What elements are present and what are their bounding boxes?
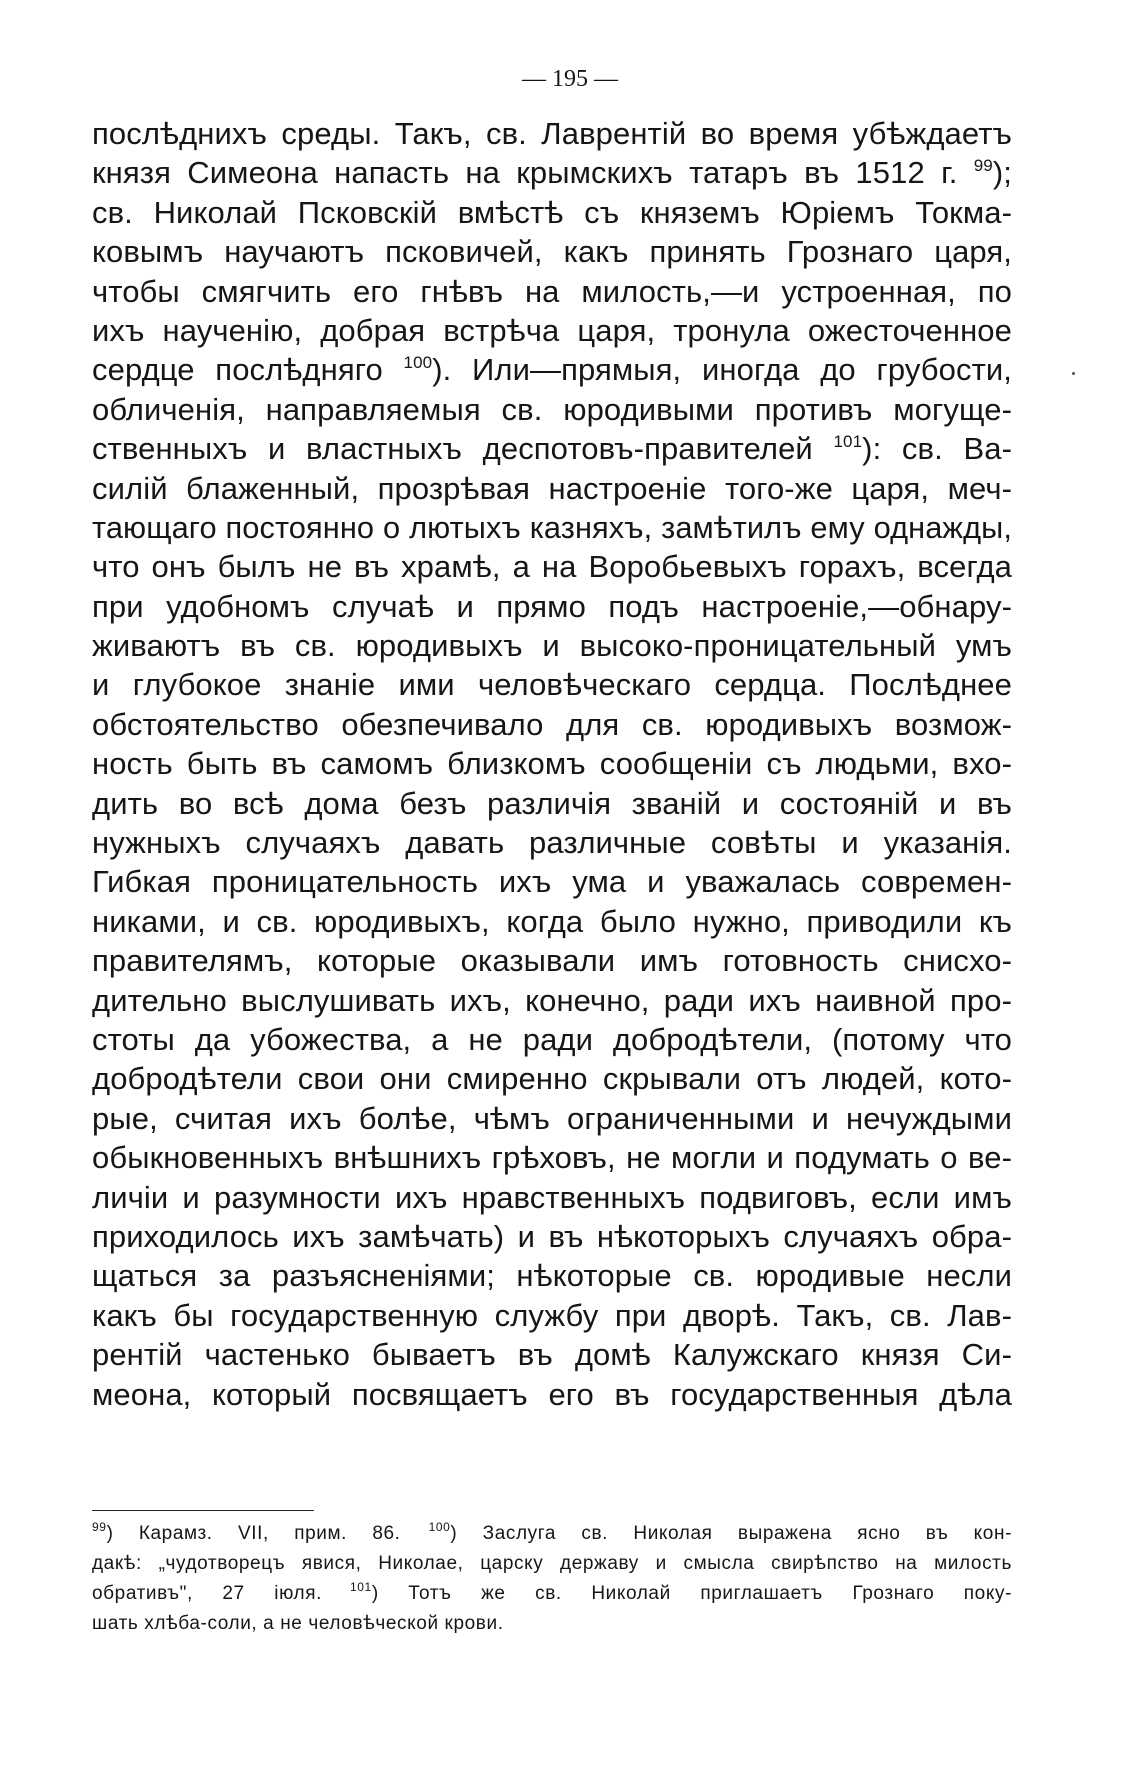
margin-speck	[1072, 372, 1075, 375]
footnote-text: ) Карамз. VII, прим. 86.	[106, 1523, 401, 1544]
text-line	[92, 705, 1012, 744]
text-line	[92, 429, 1012, 468]
footnote-text: ) Заслуга св. Николая выражена ясно въ кон-	[450, 1523, 1012, 1544]
text-line-content: рые, считая ихъ болѣе, чѣмъ ограниченными и нечуждыми	[92, 1100, 1012, 1136]
text-line	[92, 902, 1012, 941]
text-line-content: обличенія, направляемыя св. юродивыми противъ могуще-	[92, 391, 1012, 427]
footnote-text: дакѣ: „чудотворецъ явися, Николае, царску державу и смысла свирѣпство на милость	[92, 1553, 1012, 1574]
text-line-content: личіи и разумности ихъ нравственныхъ подвиговъ, если имъ	[92, 1179, 1012, 1215]
text-line	[92, 1020, 1012, 1059]
text-line	[92, 981, 1012, 1020]
footnote-text: ) Тотъ же св. Николай приглашаетъ Грознаго поку-	[371, 1583, 1012, 1604]
text-line	[92, 547, 1012, 586]
text-line-content: чтобы смягчить его гнѣвъ на милость,—и устроенная, по	[92, 273, 1012, 309]
text-line-content: приходилось ихъ замѣчать) и въ нѣкоторыхъ случаяхъ обра-	[92, 1218, 1012, 1254]
text-line	[92, 390, 1012, 429]
text-line-content: ковымъ научаютъ псковичей, какъ принять Грознаго царя,	[92, 234, 1012, 270]
text-line	[92, 1217, 1012, 1256]
text-line	[92, 1375, 1012, 1414]
text-line-content: что онъ былъ не въ храмѣ, а на Воробьевыхъ горахъ, всегда	[92, 549, 1012, 585]
text-line-content: добродѣтели свои они смиренно скрывали отъ людей, кото-	[92, 1061, 1012, 1097]
text-line-content: тающаго постоянно о лютыхъ казняхъ, замѣтилъ ему однажды,	[92, 509, 1012, 545]
text-line	[92, 272, 1012, 311]
text-line-content: никами, и св. юродивыхъ, когда было нужно, приводили къ	[92, 903, 1012, 939]
text-line	[92, 193, 1012, 232]
text-line	[92, 784, 1012, 823]
text-line	[92, 508, 1012, 547]
text-line	[92, 1335, 1012, 1374]
text-line-content: живаютъ въ св. юродивыхъ и высоко-проницательный умъ	[92, 628, 1012, 664]
text-line	[92, 665, 1012, 704]
text-line-content: ственныхъ и властныхъ деспотовъ-правителей	[92, 431, 813, 467]
text-line	[92, 1178, 1012, 1217]
footnote-line	[92, 1579, 1012, 1609]
footnote-line	[92, 1519, 1012, 1549]
text-line-continuation: ). Или—прямыя, иногда до грубости,	[432, 352, 1013, 388]
text-line-continuation: ): св. Ва-	[862, 431, 1012, 467]
text-line-content: правителямъ, которые оказывали имъ готовность снисхо-	[92, 943, 1012, 979]
text-line	[92, 744, 1012, 783]
text-line-content: обыкновенныхъ внѣшнихъ грѣховъ, не могли и подумать о ве-	[92, 1140, 1012, 1176]
main-text	[92, 114, 1012, 1414]
text-line	[92, 114, 1012, 153]
footnote-text: шать хлѣба-соли, а не человѣческой крови.	[92, 1613, 504, 1634]
text-line	[92, 862, 1012, 901]
footnote-number: 100	[428, 1520, 451, 1534]
text-line	[92, 1059, 1012, 1098]
footnote-rule	[92, 1510, 314, 1511]
text-line	[92, 941, 1012, 980]
text-line-content: послѣднихъ среды. Такъ, св. Лаврентій во время убѣждаетъ	[92, 116, 1012, 151]
text-line-content: щаться за разъясненіями; нѣкоторые св. юродивые несли	[92, 1258, 1012, 1294]
text-line-content: рентій частенько бываетъ въ домѣ Калужскаго князя Си-	[92, 1337, 1012, 1373]
text-line-content: стоты да убожества, а не ради добродѣтели, (потому что	[92, 1021, 1012, 1057]
footnote-number: 101	[349, 1580, 372, 1594]
text-line-content: силій блаженный, прозрѣвая настроеніе того-же царя, меч-	[92, 470, 1012, 506]
text-line	[92, 1099, 1012, 1138]
footnote-marker: 99	[973, 156, 993, 176]
text-line	[92, 1256, 1012, 1295]
text-line	[92, 469, 1012, 508]
text-line	[92, 626, 1012, 665]
text-line-content: обстоятельство обезпечивало для св. юродивыхъ возмож-	[92, 706, 1012, 742]
footnote-marker: 101	[833, 432, 863, 452]
text-line	[92, 1296, 1012, 1335]
text-line-continuation: );	[992, 155, 1012, 191]
text-line-content: князя Симеона напасть на крымскихъ татаръ въ 1512 г.	[92, 155, 958, 191]
footnotes	[92, 1519, 1012, 1639]
text-line-content: Гибкая проницательность ихъ ума и уважалась современ-	[92, 864, 1012, 900]
text-line-content: какъ бы государственную службу при дворѣ. Такъ, св. Лав-	[92, 1297, 1012, 1333]
footnote-number: 99	[92, 1520, 107, 1534]
page-number: — 195 —	[522, 66, 618, 92]
text-line-content: ность быть въ самомъ близкомъ сообщеніи съ людьми, вхо-	[92, 746, 1012, 782]
text-line-content: меона, который посвящаетъ его въ государственныя дѣла	[92, 1376, 1012, 1412]
text-line	[92, 1138, 1012, 1177]
text-line-content: сердце послѣдняго	[92, 352, 383, 388]
text-line	[92, 350, 1012, 389]
text-line-content: св. Николай Псковскій вмѣстѣ съ княземъ Юріемъ Токма-	[92, 194, 1012, 230]
footnote-line	[92, 1609, 1012, 1639]
text-line	[92, 232, 1012, 271]
footnote-marker: 100	[403, 353, 433, 373]
text-line-content: нужныхъ случаяхъ давать различные совѣты и указанія.	[92, 825, 1012, 861]
text-line-content: ихъ наученію, добрая встрѣча царя, тронула ожесточенное	[92, 312, 1012, 348]
text-line-content: дить во всѣ дома безъ различія званій и состояній и въ	[92, 785, 1012, 821]
text-line	[92, 153, 1012, 192]
footnote-line	[92, 1549, 1012, 1579]
text-line	[92, 587, 1012, 626]
text-line-content: и глубокое знаніе ими человѣческаго сердца. Послѣднее	[92, 667, 1012, 703]
text-line-content: при удобномъ случаѣ и прямо подъ настроеніе,—обнару-	[92, 588, 1012, 624]
text-line	[92, 823, 1012, 862]
footnote-text: обративъ", 27 іюля.	[92, 1583, 322, 1604]
text-line	[92, 311, 1012, 350]
text-line-content: дительно выслушивать ихъ, конечно, ради ихъ наивной про-	[92, 982, 1012, 1018]
